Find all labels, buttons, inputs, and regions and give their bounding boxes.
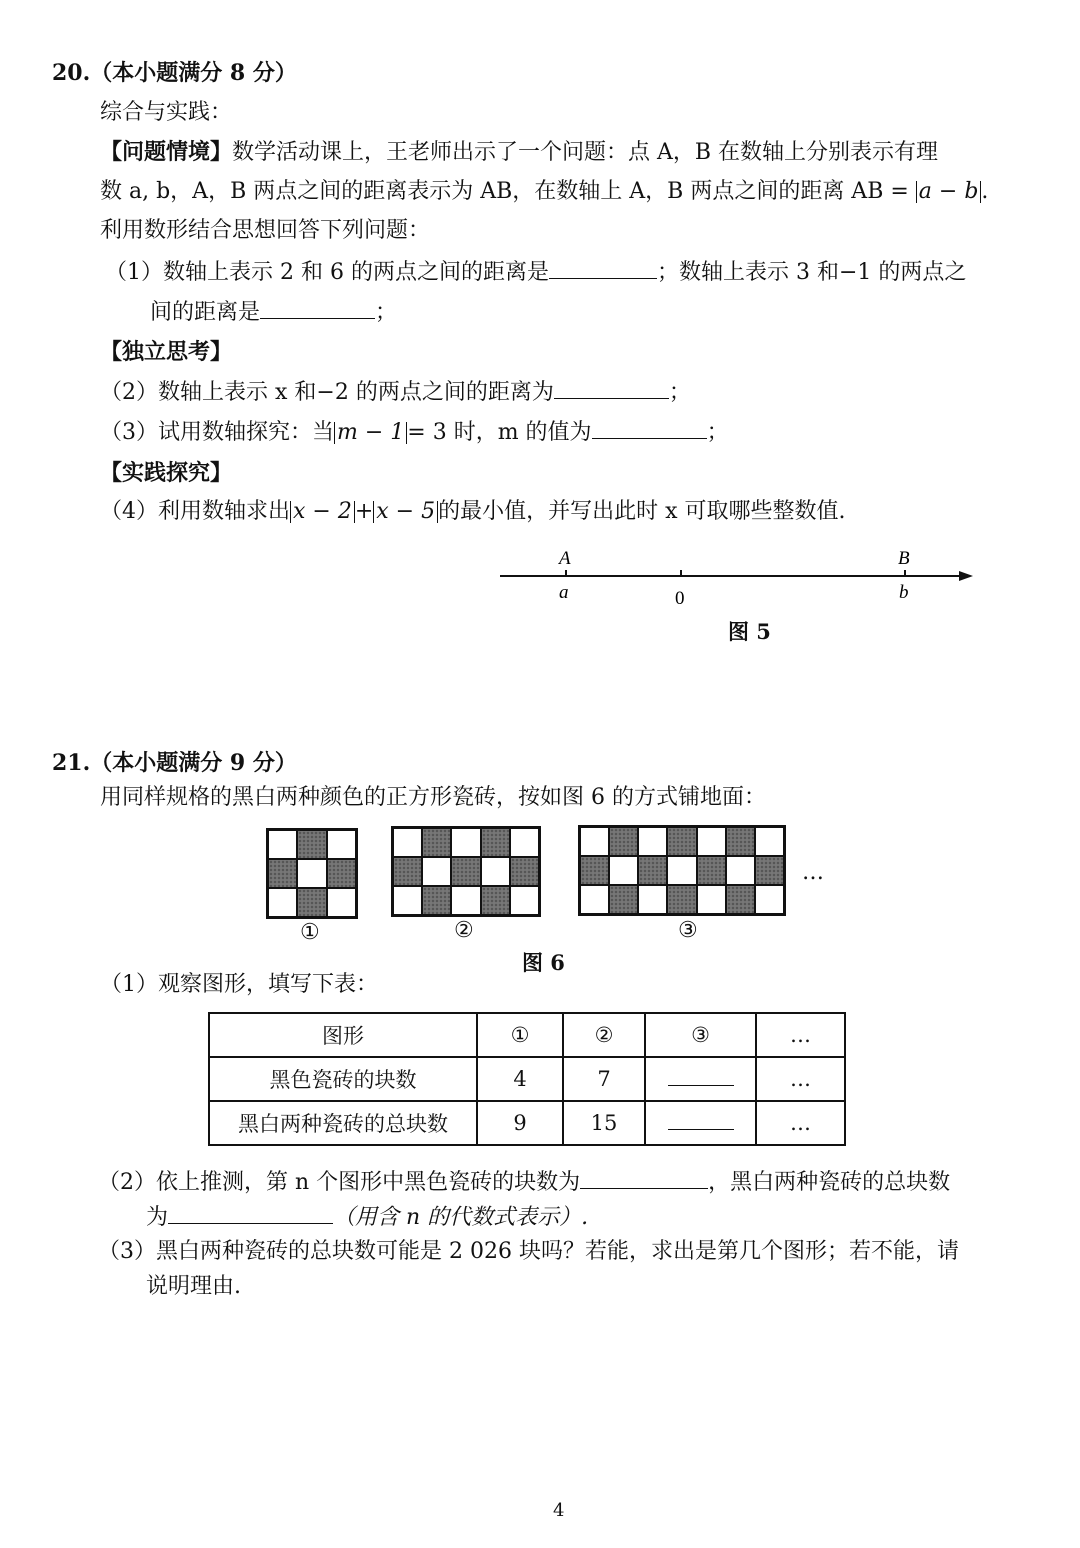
table-header-row bbox=[209, 1013, 845, 1057]
part1-blank-1[interactable] bbox=[549, 256, 657, 279]
table-cell: 9 bbox=[477, 1101, 563, 1145]
q21-part2-blank-2[interactable] bbox=[168, 1201, 333, 1224]
q21-header: 21.（本小题满分 9 分） bbox=[52, 750, 297, 776]
table-cell: 4 bbox=[477, 1057, 563, 1101]
table-cell: … bbox=[756, 1101, 845, 1145]
figure6-caption: 图 6 bbox=[522, 950, 565, 975]
abs-x-minus-5: x − 5 bbox=[373, 501, 438, 523]
q20-part1-line1 bbox=[105, 256, 966, 288]
table-header-cell: … bbox=[756, 1013, 845, 1057]
q21-part2-line1 bbox=[98, 1166, 950, 1198]
abs-m-minus-1: m − 1 bbox=[334, 422, 407, 444]
q20-header: 20.（本小题满分 8 分） bbox=[52, 60, 297, 86]
table-cell-blank[interactable] bbox=[645, 1057, 756, 1101]
label-a: a bbox=[559, 582, 569, 603]
part2-blank[interactable] bbox=[554, 376, 669, 399]
q20-part1-line2 bbox=[150, 296, 397, 328]
tile-ellipsis: … bbox=[802, 860, 824, 885]
table-cell: 7 bbox=[563, 1057, 645, 1101]
part2-text-a: （2）依上推测，第 n 个图形中黑色瓷砖的块数为 bbox=[98, 1170, 581, 1195]
abs-a-minus-b: a − b bbox=[916, 181, 982, 203]
table-header-cell: 图形 bbox=[209, 1013, 477, 1057]
part2-text-d: （用含 n 的代数式表示）. bbox=[333, 1205, 589, 1230]
fig-label-3: ③ bbox=[678, 918, 698, 943]
q21-intro: 用同样规格的黑白两种颜色的正方形瓷砖，按如图 6 的方式铺地面： bbox=[100, 785, 766, 810]
situation-text-1: 数学活动课上，王老师出示了一个问题：点 A，B 在数轴上分别表示有理 bbox=[232, 140, 939, 165]
tile-figure-3 bbox=[578, 825, 786, 916]
figure5-caption: 图 5 bbox=[728, 619, 771, 644]
practice-label: 【实践探究】 bbox=[100, 460, 233, 486]
label-origin: 0 bbox=[675, 588, 685, 609]
table-row bbox=[209, 1101, 845, 1145]
table-header-cell: ③ bbox=[645, 1013, 756, 1057]
q21-part3-line1: （3）黑白两种瓷砖的总块数可能是 2 026 块吗？若能，求出是第几个图形；若不能，请 bbox=[98, 1239, 959, 1264]
part2-text-a: （2）数轴上表示 x 和−2 的两点之间的距离为 bbox=[100, 380, 554, 405]
part4-text-b: 的最小值，并写出此时 x 可取哪些整数值. bbox=[438, 499, 846, 524]
part4-text-a: （4）利用数轴求出 bbox=[100, 499, 290, 524]
situation-period: . bbox=[981, 179, 989, 204]
q20-part2 bbox=[100, 376, 691, 408]
table-row bbox=[209, 1057, 845, 1101]
situation-text-2: 数 a, b，A，B 两点之间的距离表示为 AB，在数轴上 A，B 两点之间的距离 AB = bbox=[100, 179, 916, 204]
q21-part1: （1）观察图形，填写下表： bbox=[100, 972, 378, 997]
part3-text-a: （3）试用数轴探究：当 bbox=[100, 420, 334, 445]
table-header-cell: ① bbox=[477, 1013, 563, 1057]
q21-part3-line2: 说明理由. bbox=[146, 1274, 241, 1299]
part1-text-b: ；数轴上表示 3 和−1 的两点之 bbox=[656, 260, 967, 285]
fig-label-1: ① bbox=[300, 920, 320, 945]
tile-count-table bbox=[208, 1012, 846, 1146]
part2-text-b: ，黑白两种瓷砖的总块数 bbox=[708, 1170, 951, 1195]
table-cell: 15 bbox=[563, 1101, 645, 1145]
part1-text-d: ； bbox=[375, 300, 398, 325]
label-B: B bbox=[898, 548, 910, 569]
number-line bbox=[495, 540, 985, 620]
q21-part2-blank-1[interactable] bbox=[580, 1166, 708, 1189]
think-label: 【独立思考】 bbox=[100, 339, 233, 365]
part4-plus: + bbox=[354, 499, 374, 524]
part3-text-c: ； bbox=[706, 420, 729, 445]
table-cell: … bbox=[756, 1057, 845, 1101]
q20-part4 bbox=[100, 497, 845, 527]
q21-part2-line2 bbox=[146, 1201, 588, 1233]
label-A: A bbox=[559, 548, 571, 569]
tile-figure-2 bbox=[391, 826, 541, 917]
part3-text-b: = 3 时，m 的值为 bbox=[407, 420, 592, 445]
table-row-label: 黑色瓷砖的块数 bbox=[209, 1057, 477, 1101]
q20-intro: 综合与实践： bbox=[100, 100, 233, 125]
part3-blank[interactable] bbox=[592, 416, 707, 439]
part2-text-b: ； bbox=[668, 380, 691, 405]
part1-text-c: 间的距离是 bbox=[150, 300, 261, 325]
abs-x-minus-2: x − 2 bbox=[290, 501, 355, 523]
part1-blank-2[interactable] bbox=[260, 296, 375, 319]
page-number: 4 bbox=[553, 1500, 565, 1521]
tile-figure-1 bbox=[266, 828, 358, 919]
q20-situation-line1 bbox=[100, 137, 938, 168]
table-header-cell: ② bbox=[563, 1013, 645, 1057]
situation-label: 【问题情境】 bbox=[100, 139, 233, 165]
fig-label-2: ② bbox=[454, 918, 474, 943]
part2-text-c: 为 bbox=[146, 1205, 169, 1230]
table-row-label: 黑白两种瓷砖的总块数 bbox=[209, 1101, 477, 1145]
table-cell-blank[interactable] bbox=[645, 1101, 756, 1145]
q20-part3 bbox=[100, 416, 729, 448]
part1-text-a: （1）数轴上表示 2 和 6 的两点之间的距离是 bbox=[105, 260, 549, 285]
q20-situation-line3: 利用数形结合思想回答下列问题： bbox=[100, 218, 431, 243]
q20-situation-line2 bbox=[100, 177, 988, 207]
number-line-arrow bbox=[959, 571, 973, 581]
label-b: b bbox=[899, 582, 909, 603]
